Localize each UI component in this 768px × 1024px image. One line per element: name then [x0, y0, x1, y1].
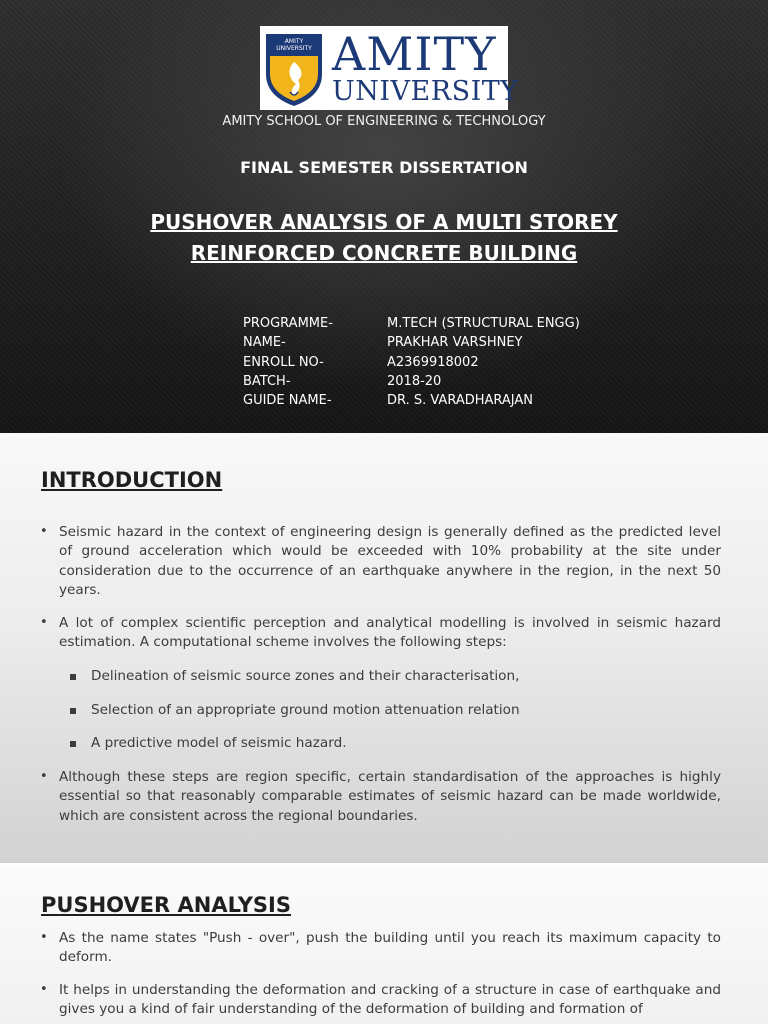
info-row [243, 333, 580, 352]
info-row [243, 314, 580, 333]
title-line-1: PUSHOVER ANALYSIS OF A MULTI STOREY [150, 210, 618, 234]
info-row [243, 372, 580, 391]
student-info [243, 314, 580, 410]
logo-word-university: UNIVERSITY [332, 76, 519, 107]
pushover-paragraph-2: It helps in understanding the deformation and cracking of a structure in case of earthquake and gives you a kind of fair understanding of the deformation of building and formation of [59, 982, 721, 1018]
info-value: M.TECH (STRUCTURAL ENGG) [387, 316, 580, 331]
pushover-slide [0, 865, 768, 1024]
intro-paragraph-2: A lot of complex scientific perception and analytical modelling is involved in seismic hazard estimation. A computational scheme involves the following steps: [59, 615, 721, 651]
info-value: A2369918002 [387, 354, 479, 370]
school-name: AMITY SCHOOL OF ENGINEERING & TECHNOLOGY [222, 114, 546, 129]
info-key: PROGRAMME- [243, 316, 333, 331]
dissertation-label: FINAL SEMESTER DISSERTATION [240, 158, 528, 177]
pushover-paragraph-1: As the name states "Push - over", push the building until you reach its maximum capacity to deform. [59, 930, 721, 966]
info-row [243, 353, 580, 372]
bullet-dot-icon: • [40, 930, 48, 945]
info-value: PRAKHAR VARSHNEY [387, 335, 523, 351]
title-slide [0, 0, 768, 433]
info-key: GUIDE NAME- [243, 393, 332, 409]
step-item: Delineation of seismic source zones and their characterisation, [91, 668, 520, 684]
step-item: Selection of an appropriate ground motion attenuation relation [91, 702, 520, 718]
square-bullet-icon [70, 741, 76, 747]
amity-logo [260, 26, 519, 110]
intro-paragraph-1: Seismic hazard in the context of engineering design is generally defined as the predicted level of ground acceleration which would be exceeded with 10% probability at the site under consideration due to the occurrence of an earthquake anywhere in the region, in the next 50 years. [59, 524, 721, 598]
bullet-dot-icon: • [40, 615, 48, 630]
introduction-heading: INTRODUCTION [41, 468, 223, 492]
info-value: 2018-20 [387, 373, 442, 389]
crest-text: AMITY UNIVERSITY [276, 38, 312, 52]
info-key: NAME- [243, 335, 286, 351]
introduction-slide [0, 433, 768, 865]
square-bullet-icon [70, 674, 76, 680]
info-value: DR. S. VARADHARAJAN [387, 393, 534, 409]
dissertation-title [0, 207, 768, 269]
logo-word-amity: AMITY [332, 27, 497, 81]
info-key: BATCH- [243, 373, 291, 389]
intro-paragraph-3: Although these steps are region specific, certain standardisation of the approaches is highly essential so that reasonably comparable estimates of seismic hazard can be made worldwide, which are consistent across the regional boundaries. [59, 769, 721, 824]
pushover-heading: PUSHOVER ANALYSIS [41, 893, 291, 917]
info-key: ENROLL NO- [243, 354, 324, 370]
title-line-2: REINFORCED CONCRETE BUILDING [190, 241, 578, 265]
bullet-dot-icon: • [40, 769, 48, 784]
step-item: A predictive model of seismic hazard. [91, 735, 347, 751]
bullet-dot-icon: • [40, 982, 48, 997]
info-row [243, 391, 580, 410]
square-bullet-icon [70, 708, 76, 714]
bullet-dot-icon: • [40, 524, 48, 539]
